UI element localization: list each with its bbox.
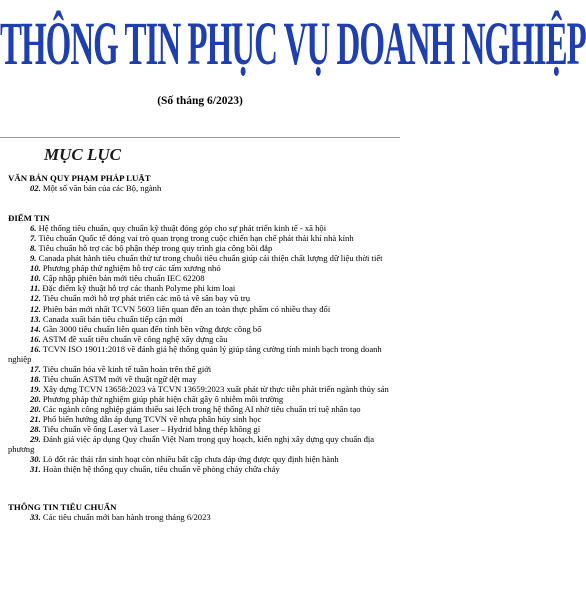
toc-item[interactable]	[8, 394, 394, 404]
toc-item-title: Cập nhập phiên bản mới tiêu chuẩn IEC 62208	[40, 273, 205, 284]
toc-item[interactable]	[8, 344, 394, 364]
toc-item-page: 17.	[30, 363, 41, 374]
toc-item-title: Hoàn thiện hệ thống quy chuẩn, tiêu chuẩn về phòng cháy chữa cháy	[40, 464, 280, 475]
toc-item-page: 20.	[30, 393, 41, 404]
issue-label: (Số tháng 6/2023)	[157, 95, 243, 107]
toc-item-title: Phương pháp thử nghiệm hỗ trợ các tấm xương nhỏ	[40, 263, 221, 274]
toc-item-page: 7.	[30, 233, 37, 244]
toc-item-title: Một số văn bản của các Bộ, ngành	[40, 183, 162, 194]
masthead-title: THÔNG TIN PHỤC VỤ DOANH NGHIỆP	[0, 12, 586, 79]
toc-item-title: Tiêu chuẩn ASTM mới về thuật ngữ dệt may	[40, 373, 197, 384]
toc-item[interactable]	[8, 283, 394, 293]
toc-item-page: 12.	[30, 303, 41, 314]
toc-item-title: Gần 3000 tiêu chuẩn liên quan đến tính bền vững được công bố	[40, 323, 262, 334]
toc-item-title: Đánh giá việc áp dụng Quy chuẩn Việt Nam trong quy hoạch, kiến nghị xây dựng quy chuẩn địa phương	[8, 434, 375, 455]
toc-item-title: Phiên bản mới nhất TCVN 5603 liên quan đến an toàn thực phẩm có nhiều thay đổi	[40, 303, 331, 314]
toc-item-page: 8.	[30, 243, 37, 254]
toc-item[interactable]	[8, 253, 394, 263]
toc-item-title: Tiêu chuẩn mới hỗ trợ phát triển các mô tả về sân bay vũ trụ	[40, 293, 251, 304]
toc-item-title: ASTM đề xuất tiêu chuẩn về công nghệ xây dựng cầu	[40, 333, 228, 344]
toc-item-title: TCVN ISO 19011:2018 về đánh giá hệ thống quản lý giúp tăng cường tính minh bạch trong doanh nghiệp	[8, 343, 382, 364]
toc-item-page: 28.	[30, 424, 41, 435]
toc-item-page: 21.	[30, 414, 41, 425]
toc-item-title: Tiêu chuẩn về ống Laser và Laser – Hydrid bằng thép không gỉ	[40, 424, 261, 435]
toc-item-title: Tiêu chuẩn Quốc tế đóng vai trò quan trọng trong cuộc chiến hạn chế phát thải khí nhà kính	[36, 233, 354, 244]
toc-item-page: 33.	[30, 512, 41, 523]
toc-item[interactable]	[8, 273, 394, 283]
toc-item-title: Xây dựng TCVN 13658:2023 và TCVN 13659:2023 xuất phát từ thực tiễn phát triển ngành thủy sản	[40, 383, 389, 394]
toc-item-page: 31.	[30, 464, 41, 475]
toc-item[interactable]	[8, 324, 394, 334]
toc-item-page: 10.	[30, 263, 41, 274]
toc-item[interactable]	[8, 233, 394, 243]
section-heading: ĐIỂM TIN	[8, 213, 50, 224]
divider	[0, 137, 400, 138]
toc-item-page: 10.	[30, 273, 41, 284]
toc-item-page: 29.	[30, 434, 41, 445]
toc-item-page: 18.	[30, 373, 41, 384]
section-heading: THÔNG TIN TIÊU CHUẨN	[8, 502, 117, 513]
toc-item-title: Đặc điểm kỹ thuật hỗ trợ các thanh Polyme phi kim loại	[40, 283, 236, 294]
toc-item-page: 12.	[30, 293, 41, 304]
toc-item-title: Canada xuất bản tiêu chuẩn tiếp cận mới	[40, 313, 183, 324]
toc-item[interactable]	[8, 414, 394, 424]
toc-item[interactable]	[8, 334, 394, 344]
toc-item[interactable]	[8, 454, 394, 464]
toc-item[interactable]	[8, 364, 394, 374]
toc-item[interactable]	[8, 424, 394, 434]
toc-item-page: 19.	[30, 383, 41, 394]
toc-item-page: 16.	[30, 343, 41, 354]
toc-item-page: 30.	[30, 454, 41, 465]
toc-item[interactable]	[8, 512, 394, 522]
toc-item[interactable]	[8, 293, 394, 303]
toc-item-title: Canada phát hành tiêu chuẩn thử tư trong chuỗi tiêu chuẩn giúp cải thiện chất lượng dữ liệu thời tiết	[36, 253, 383, 264]
toc-item[interactable]	[8, 464, 394, 474]
toc-item[interactable]	[8, 404, 394, 414]
toc-item-title: Lò đốt rác thải rắn sinh hoạt còn nhiều bất cập chưa đáp ứng được quy định hiện hành	[40, 454, 339, 465]
masthead	[0, 6, 586, 79]
toc-item-page: 11.	[30, 283, 41, 294]
toc-item[interactable]	[8, 384, 394, 394]
toc-heading: MỤC LỤC	[44, 145, 121, 164]
toc-item-page: 20.	[30, 403, 41, 414]
toc-item[interactable]	[8, 263, 394, 273]
toc-item-page: 16.	[30, 333, 41, 344]
toc-item-title: Hệ thống tiêu chuẩn, quy chuẩn kỹ thuật đóng góp cho sự phát triển kinh tế - xã hội	[36, 223, 327, 234]
toc-item[interactable]	[8, 314, 394, 324]
toc-item-title: Các tiêu chuẩn mới ban hành trong tháng 6/2023	[40, 512, 211, 523]
toc-item[interactable]	[8, 243, 394, 253]
toc-item[interactable]	[8, 304, 394, 314]
toc-item[interactable]	[8, 183, 394, 193]
toc-item-title: Phổ biến hướng dẫn áp dụng TCVN về nhựa phân hủy sinh học	[40, 414, 262, 425]
toc-item-page: 13.	[30, 313, 41, 324]
toc-item-title: Phương pháp thử nghiệm giúp phát hiện chất gây ô nhiễm môi trường	[40, 393, 284, 404]
toc-item-page: 9.	[30, 253, 37, 264]
toc-item[interactable]	[8, 434, 394, 454]
toc-item-page: 6.	[30, 223, 37, 234]
toc-item-title: Tiêu chuẩn hóa về kinh tế tuần hoàn trên thế giới	[40, 363, 212, 374]
toc-item-title: Các ngành công nghiệp giảm thiểu sai lệch trong hệ thống AI nhờ tiêu chuẩn trí tuệ nhân tạo	[40, 403, 361, 414]
toc-item-title: Tiêu chuẩn hỗ trợ các bộ phận thép trong quy trình gia công bồi đắp	[36, 243, 273, 254]
toc-item[interactable]	[8, 223, 394, 233]
toc-item[interactable]	[8, 374, 394, 384]
toc-item-page: 14.	[30, 323, 41, 334]
section-heading: VĂN BẢN QUY PHẠM PHÁP LUẬT	[8, 173, 151, 183]
table-of-contents	[8, 173, 394, 522]
toc-item-page: 02.	[30, 183, 41, 194]
